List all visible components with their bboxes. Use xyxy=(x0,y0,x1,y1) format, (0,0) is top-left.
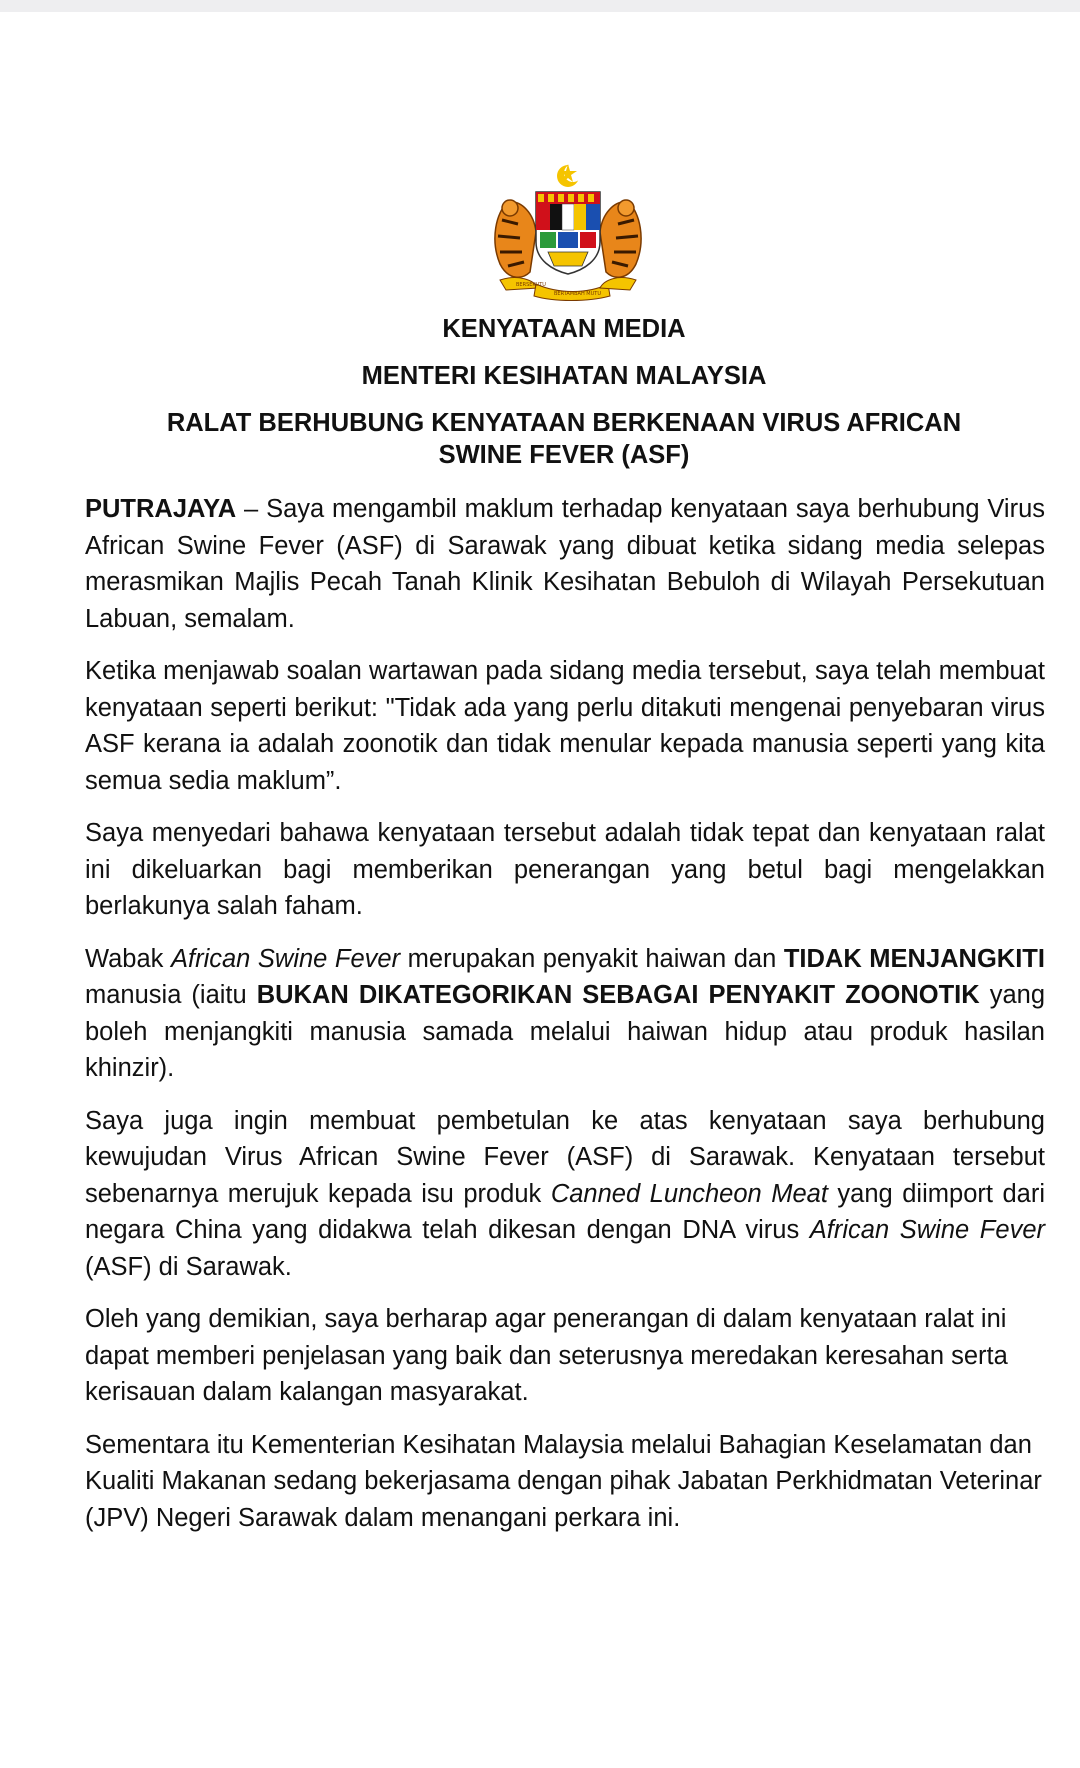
statement-body xyxy=(85,491,1045,1552)
heading-title-line-1: RALAT BERHUBUNG KENYATAAN BERKENAAN VIRUS AFRICAN xyxy=(166,409,962,437)
top-status-strip xyxy=(0,0,1080,12)
crest-banner-center: BERTAMBAH MUTU xyxy=(554,291,601,297)
paragraph-1: PUTRAJAYA – Saya mengambil maklum terhadap kenyataan saya berhubung Virus African Swine Fever (ASF) di Sarawak yang dibuat ketika sidang media selepas merasmikan Majlis Pecah Tanah Klinik Kesihatan Bebuloh di Wilayah Persekutuan Labuan, semalam. xyxy=(85,495,1045,633)
dateline: PUTRAJAYA xyxy=(85,495,237,523)
paragraph-6: Oleh yang demikian, saya berharap agar penerangan di dalam kenyataan ralat ini dapat memberi penjelasan yang baik dan seterusnya meredakan keresahan serta kerisauan dalam kalangan masyarakat. xyxy=(85,1305,1008,1406)
crest-banner-left: BERSEKUTU xyxy=(516,282,546,288)
coat-of-arms-logo xyxy=(478,162,658,302)
paragraph-5: Saya juga ingin membuat pembetulan ke atas kenyataan saya berhubung kewujudan Virus African Swine Fever (ASF) di Sarawak. Kenyataan tersebut sebenarnya merujuk kepada isu produk Canned Luncheon Meat yang diimport dari negara China yang didakwa telah dikesan dengan DNA virus African Swine Fever (ASF) di Sarawak. xyxy=(85,1106,1045,1281)
heading-title-line-2: SWINE FEVER (ASF) xyxy=(438,441,690,469)
heading-minister: MENTERI KESIHATAN MALAYSIA xyxy=(361,362,767,390)
paragraph-7: Sementara itu Kementerian Kesihatan Malaysia melalui Bahagian Keselamatan dan Kualiti Makanan sedang bekerjasama dengan pihak Jabatan Perkhidmatan Veterinar (JPV) Negeri Sarawak dalam menangani perkara ini. xyxy=(85,1430,1042,1532)
heading-media-statement: KENYATAAN MEDIA xyxy=(442,315,686,343)
statement-headings xyxy=(84,313,1044,471)
paragraph-3: Saya menyedari bahawa kenyataan tersebut adalah tidak tepat dan kenyataan ralat ini dikeluarkan bagi memberikan penerangan yang betul bagi mengelakkan berlakunya salah faham. xyxy=(85,819,1045,920)
paragraph-2: Ketika menjawab soalan wartawan pada sidang media tersebut, saya telah membuat kenyataan seperti berikut: "Tidak ada yang perlu ditakuti mengenai penyebaran virus ASF kerana ia adalah zoonotik dan tidak menular kepada manusia seperti yang kita semua sedia maklum”. xyxy=(85,657,1045,795)
paragraph-4: Wabak African Swine Fever merupakan penyakit haiwan dan TIDAK MENJANGKITI manusia (iaitu BUKAN DIKATEGORIKAN SEBAGAI PENYAKIT ZOONOTIK yang boleh menjangkiti manusia samada melalui haiwan hidup atau produk hasilan khinzir). xyxy=(85,944,1046,1082)
